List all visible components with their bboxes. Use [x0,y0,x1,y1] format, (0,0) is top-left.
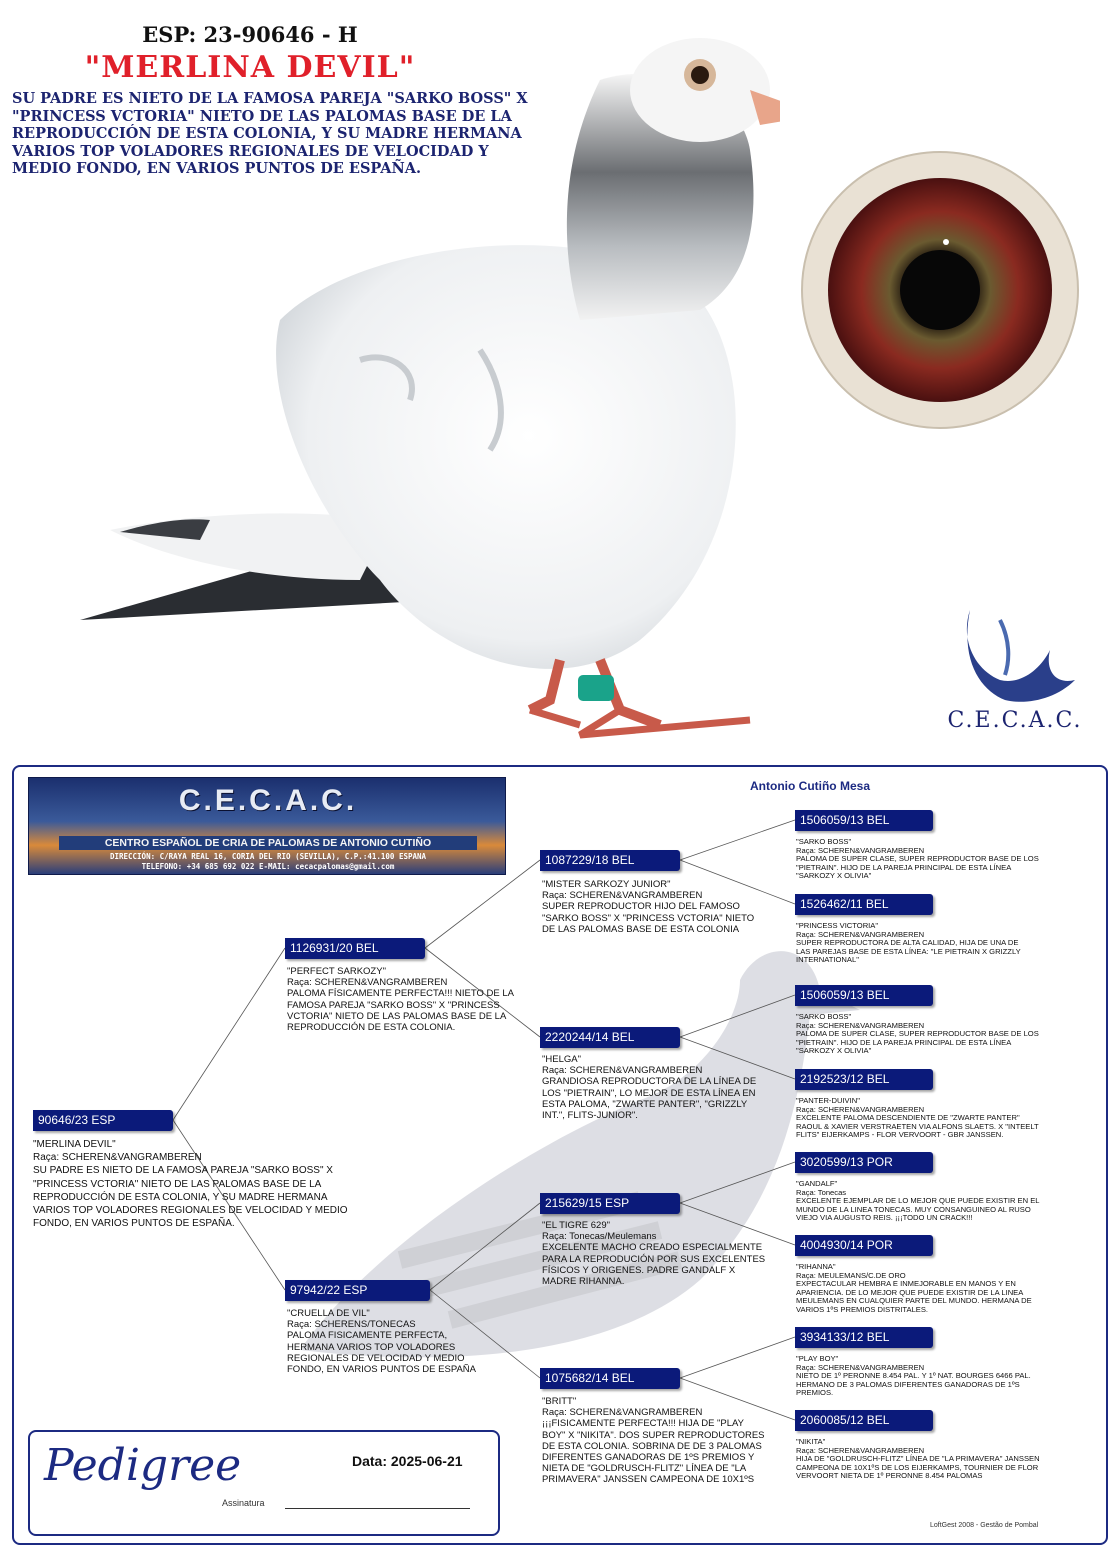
dam-dam-ring-box: 1075682/14 BEL [540,1368,680,1389]
subject-name: "MERLINA DEVIL" [33,1139,116,1150]
breeder-name: Antonio Cutiño Mesa [750,779,870,793]
banner-address [39,852,497,872]
dss-text: EXCELENTE EJEMPLAR DE LO MEJOR QUE PUEDE EXISTIR EN EL MUNDO DE LA LINEA TONECAS. MUY CONSANGUINEO AL RUSO VIEJO VIA AUGUSTO REIS. ¡¡¡TODO UN CRACK!!! [796,1196,1040,1223]
dsd-name: "RIHANNA" [796,1262,836,1271]
dds-name: "PLAY BOY" [796,1354,839,1363]
sire-dam-race: Raça: SCHEREN&VANGRAMBEREN [542,1065,703,1077]
ddd-ring-box: 2060085/12 BEL [795,1410,933,1431]
sire-race: Raça: SCHEREN&VANGRAMBEREN [287,977,448,989]
sds-ring-box: 1506059/13 BEL [795,985,933,1006]
sss-text: PALOMA DE SUPER CLASE, SUPER REPRODUCTOR BASE DE LOS "PIETRAIN". HIJO DE LA PAREJA PRINCIPAL DE ESTA LÍNEA "SARKOZY X OLIVIA" [796,854,1039,881]
dss-info [796,1180,1041,1223]
dam-text: PALOMA FISICAMENTE PERFECTA, HERMANA VARIOS TOP VOLADORES REGIONALES DE VELOCIDAD Y MEDIO FONDO, EN VARIOS PUNTOS DE ESPAÑA [287,1330,476,1376]
subject-race: Raça: SCHEREN&VANGRAMBEREN [33,1152,202,1164]
pedigree-script-title: Pedigree [44,1440,242,1491]
sire-name: "PERFECT SARKOZY" [287,966,386,977]
sds-race: Raça: SCHEREN&VANGRAMBEREN [796,1020,925,1030]
ddd-race: Raça: SCHEREN&VANGRAMBEREN [796,1445,925,1455]
dds-info [796,1355,1041,1398]
subject-text: SU PADRE ES NIETO DE LA FAMOSA PAREJA "SARKO BOSS" X "PRINCESS VCTORIA" NIETO DE LAS PALOMAS BASE DE LA REPRODUCCIÓN DE ESTA COLONIA, Y SU MADRE HERMANA VARIOS TOP VOLADORES REGIONALES DE VELOCIDAD Y MEDIO FONDO, EN VARIOS PUNTOS DE ESPAÑA. [33,1165,348,1230]
sire-dam-text: GRANDIOSA REPRODUCTORA DE LA LÍNEA DE LOS "PIETRAIN", LO MEJOR DE ESTA LÍNEA EN ESTA PALOMA, "ZWARTE PANTER", "GRIZZLY INT.", FLITS-JUNIOR". [542,1076,757,1122]
dam-sire-info [542,1220,767,1287]
ddd-info [796,1438,1041,1481]
banner-address-line: DIRECCIÓN: C/RAYA REAL 16, CORIA DEL RIO (SEVILLA), C.P.:41.100 ESPANA [109,852,427,861]
sire-dam-ring-box: 2220244/14 BEL [540,1027,680,1048]
dss-name: "GANDALF" [796,1179,838,1188]
dsd-text: EXPECTACULAR HEMBRA E INMEJORABLE EN MANOS Y EN APARIENCIA. DE LO MEJOR QUE PUEDE EXISTIR DE LA LINEA MEULEMANS EN CUALQUIER PARTE DEL MUNDO. HERMANA DE VARIOS 1ºS PREMIOS DISTRITALES. [796,1279,1032,1314]
sdd-name: "PANTER-DUIVIN" [796,1096,860,1105]
sire-text: PALOMA FÍSICAMENTE PERFECTA!!! NIETO DE LA FAMOSA PAREJA "SARKO BOSS" X "PRINCESS VCTORIA" NIETO DE LAS PALOMAS BASE DE LA REPRODUCCIÓN DE ESTA COLONIA. [287,988,514,1034]
sss-race: Raça: SCHEREN&VANGRAMBEREN [796,845,925,855]
dsd-ring-box: 4004930/14 POR [795,1235,933,1256]
bird-description: SU PADRE ES NIETO DE LA FAMOSA PAREJA "SARKO BOSS" X "PRINCESS VCTORIA" NIETO DE LAS PALOMAS BASE DE LA REPRODUCCIÓN DE ESTA COLONIA, Y SU MADRE HERMANA VARIOS TOP VOLADORES REGIONALES DE VELOCIDAD Y MEDIO FONDO, EN VARIOS PUNTOS DE ESPAÑA. [12,90,528,177]
dsd-race: Raça: MEULEMANS/C.DE ORO [796,1270,906,1280]
dam-info [287,1308,487,1375]
sire-dam-name: "HELGA" [542,1054,581,1065]
cecac-logo-text: C.E.C.A.C. [947,708,1083,733]
bird-name-title: "MERLINA DEVIL" [84,50,416,85]
sire-sire-info [542,879,757,935]
ssd-text: SUPER REPRODUCTORA DE ALTA CALIDAD, HIJA DE UNA DE LAS PAREJAS BASE DE ESTA LÍNEA: "LE PIETRAIN X GRIZZLY INTERNATIONAL" [796,938,1021,965]
ddd-text: HIJA DE "GOLDRUSCH-FLITZ" LÍNEA DE "LA PRIMAVERA" JANSSEN CAMPEONA DE 10X1ºS DE LOS EIJERKAMPS, TOURNIER DE FLOR VERVOORT NIETA DE 1º PERONNE 8.454 PALOMAS [796,1454,1040,1481]
sire-sire-name: "MISTER SARKOZY JUNIOR" [542,879,671,890]
sss-ring-box: 1506059/13 BEL [795,810,933,831]
ssd-ring-box: 1526462/11 BEL [795,894,933,915]
dam-dam-race: Raça: SCHEREN&VANGRAMBEREN [542,1407,703,1419]
sire-dam-info [542,1054,762,1121]
dam-sire-name: "EL TIGRE 629" [542,1220,610,1231]
dam-sire-text: EXCELENTE MACHO CREADO ESPECIALMENTE PARA LA REPRODUCIÓN POR SUS EXCELENTES FÍSICOS Y ORIGENES. PADRE GANDALF X MADRE RIHANNA. [542,1242,766,1288]
ssd-name: "PRINCESS VICTORIA" [796,921,879,930]
banner-contact-line: TELEFONO: +34 685 692 022 E-MAIL: cecacpalomas@gmail.com [141,862,395,871]
sire-ring-box: 1126931/20 BEL [285,938,425,959]
software-credit: LoftGest 2008 - Gestão de Pombal [930,1522,1039,1529]
dam-name: "CRUELLA DE VIL" [287,1308,370,1319]
sds-info [796,1013,1041,1056]
dam-dam-info [542,1396,767,1486]
cecac-banner [28,777,506,875]
dds-ring-box: 3934133/12 BEL [795,1327,933,1348]
dam-dam-text: ¡¡¡FISICAMENTE PERFECTA!!! HIJA DE "PLAY BOY" X "NIKITA". DOS SUPER REPRODUCTORES DE ESTA COLONIA. SOBRINA DE DE 3 PALOMAS DIFERENTES GANADORAS DE 1ºS PREMIOS Y NIETA DE "GOLDRUSCH-FLITZ" LÍNEA DE "LA PRIMAVERA" JANSSEN CAMPEONA DE 10X1ºS [542,1418,765,1486]
sdd-race: Raça: SCHEREN&VANGRAMBEREN [796,1104,925,1114]
pedigree-date: Data: 2025-06-21 [352,1453,463,1469]
sdd-ring-box: 2192523/12 BEL [795,1069,933,1090]
sire-sire-text: SUPER REPRODUCTOR HIJO DEL FAMOSO "SARKO BOSS" X "PRINCESS VCTORIA" NIETO DE LAS PALOMAS BASE DE ESTA COLONIA [542,901,755,935]
dss-race: Raça: Tonecas [796,1187,847,1197]
sss-name: "SARKO BOSS" [796,837,852,846]
dam-ring-box: 97942/22 ESP [285,1280,430,1301]
dam-sire-ring-box: 215629/15 ESP [540,1193,680,1214]
sds-text: PALOMA DE SUPER CLASE, SUPER REPRODUCTOR BASE DE LOS "PIETRAIN". HIJO DE LA PAREJA PRINCIPAL DE ESTA LÍNEA "SARKOZY X OLIVIA" [796,1029,1039,1056]
sdd-text: EXCELENTE PALOMA DESCENDIENTE DE "ZWARTE PANTER" RAOUL & XAVIER VERSTRAETEN VIA ALFONS SLAETS. X "INTEELT FLITS" EIJERKAMPS - FLOR VERVOORT - GBR JANSSEN. [796,1113,1039,1140]
dam-dam-name: "BRITT" [542,1396,577,1407]
ssd-race: Raça: SCHEREN&VANGRAMBEREN [796,929,925,939]
sdd-info [796,1097,1041,1140]
sire-info [287,966,517,1033]
dds-text: NIETO DE 1º PERONNE 8.454 PAL. Y 1º NAT. BOURGES 6466 PAL. HERMANO DE 3 PALOMAS DIFERENTES GANADORAS DE 1ºS PREMIOS. [796,1371,1031,1398]
banner-subtitle: CENTRO ESPAÑOL DE CRIA DE PALOMAS DE ANTONIO CUTIÑO [59,836,477,850]
sire-sire-ring-box: 1087229/18 BEL [540,850,680,871]
banner-title: C.E.C.A.C. [178,784,358,817]
sds-name: "SARKO BOSS" [796,1012,852,1021]
sire-sire-race: Raça: SCHEREN&VANGRAMBEREN [542,890,703,902]
signature-line [285,1508,470,1509]
subject-ring-box: 90646/23 ESP [33,1110,173,1131]
subject-info [33,1138,363,1230]
dam-sire-race: Raça: Tonecas/Meulemans [542,1231,657,1243]
ring-number-title: ESP: 23-90646 - H [142,22,358,47]
signature-label: Assinatura [222,1498,265,1508]
sss-info [796,838,1041,881]
ddd-name: "NIKITA" [796,1437,826,1446]
dss-ring-box: 3020599/13 POR [795,1152,933,1173]
dsd-info [796,1263,1041,1315]
dds-race: Raça: SCHEREN&VANGRAMBEREN [796,1362,925,1372]
dam-race: Raça: SCHERENS/TONECAS [287,1319,416,1331]
ssd-info [796,922,1028,965]
